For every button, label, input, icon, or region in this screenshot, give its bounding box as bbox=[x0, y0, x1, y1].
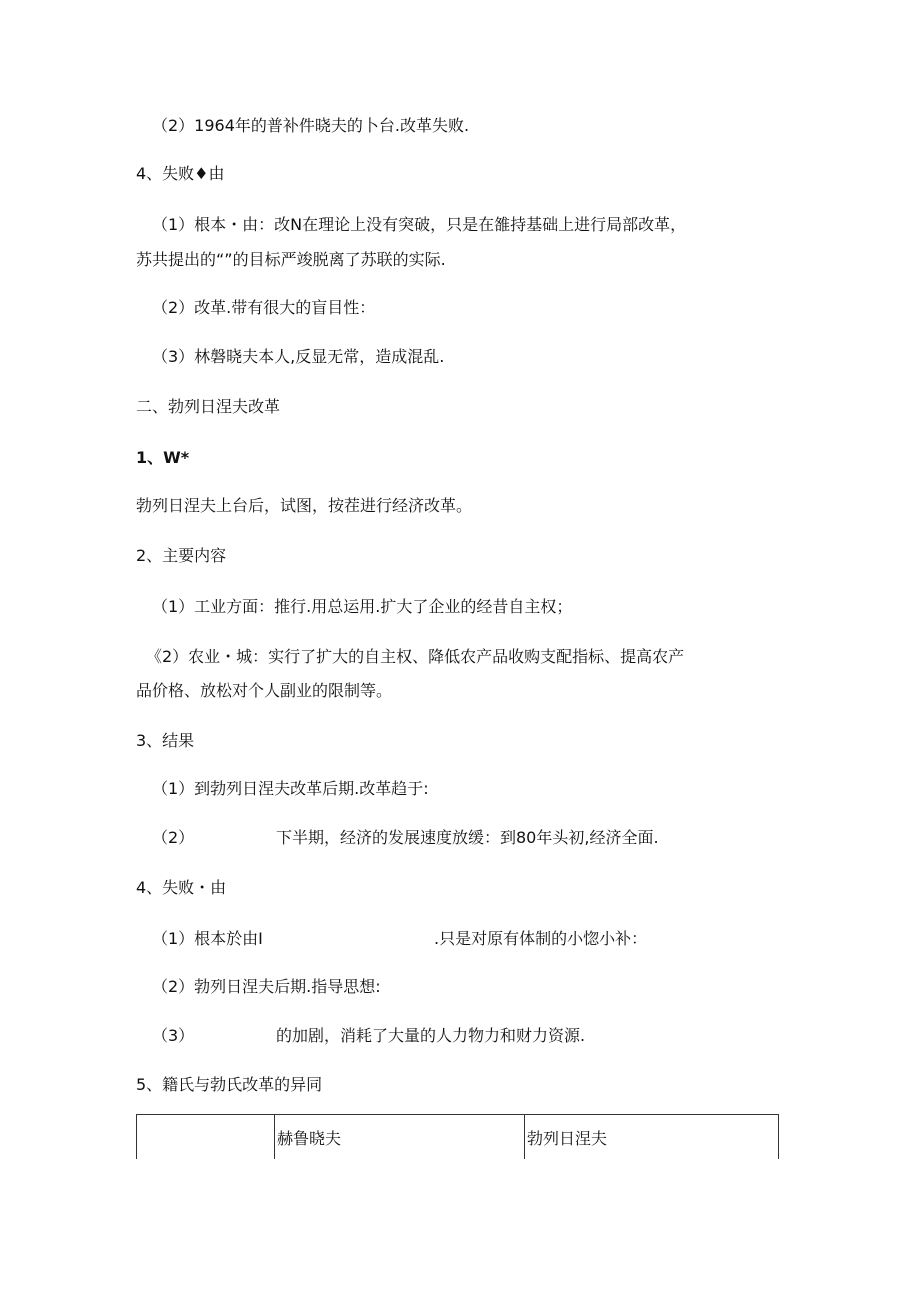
heading-comparison: 5、籍氏与勃氏改革的异同 bbox=[136, 1075, 323, 1094]
paragraph-industry: （1）工业方面：推行.用总运用.扩大了企业的经昔自主权； bbox=[152, 597, 573, 616]
table-header-brezhnev: 勃列日涅夫 bbox=[525, 1115, 779, 1160]
paragraph-personal-factor: （3）林磐晓夫本人,反显无常，造成混乱. bbox=[152, 347, 445, 366]
paragraph-root-cause-2-label: （1）根本於由I bbox=[152, 929, 263, 948]
paragraph-blindness: （2）改革.带有很大的盲目性： bbox=[152, 298, 376, 317]
comparison-table bbox=[136, 1114, 779, 1159]
paragraph-result-1: （1）到勃列日涅夫改革后期.改革趋于: bbox=[152, 779, 429, 798]
paragraph-guiding-thought: （2）勃列日涅夫后期.指导思想: bbox=[152, 977, 381, 996]
paragraph-khrushchev-downfall: （2）1964年的普补件晓夫的卜台.改革失败. bbox=[152, 116, 470, 135]
paragraph-agriculture: 《2）农业・城：实行了扩大的自主权、降低农产品收购支配指标、提高农产 bbox=[146, 647, 685, 666]
paragraph-result-2-text: 下半期，经济的发展速度放缓：到80年头初,经济全面. bbox=[276, 828, 659, 847]
heading-results: 3、结果 bbox=[136, 731, 195, 750]
heading-failure-reasons-2: 4、失败・由 bbox=[136, 878, 227, 897]
table-header-empty bbox=[137, 1115, 275, 1160]
paragraph-agriculture-cont: 品价格、放松对个人副业的限制等。 bbox=[136, 681, 393, 700]
paragraph-background: 勃列日涅夫上台后，试图，按茬进行经济改革。 bbox=[136, 496, 473, 515]
paragraph-cost-label: （3） bbox=[152, 1026, 195, 1045]
heading-failure-reasons-1: 4、失败♦由 bbox=[136, 164, 225, 183]
heading-background: 1、W* bbox=[136, 448, 190, 467]
paragraph-root-cause-2-text: .只是对原有体制的小惚小补： bbox=[434, 929, 648, 948]
heading-main-content: 2、主要内容 bbox=[136, 546, 227, 565]
paragraph-root-cause-1: （1）根本・由：改N在理论上没有突破，只是在雒持基础上进行局部改革， bbox=[152, 215, 687, 234]
paragraph-cost-text: 的加剧，消耗了大量的人力物力和财力资源. bbox=[276, 1026, 586, 1045]
paragraph-result-2-label: （2） bbox=[152, 828, 195, 847]
table-header-row bbox=[137, 1115, 779, 1160]
table-header-khrushchev: 赫鲁晓夫 bbox=[275, 1115, 525, 1160]
paragraph-root-cause-1-cont: 苏共提出的“”的目标严竣脱离了苏联的实际. bbox=[136, 250, 446, 269]
section-heading-brezhnev-reform: 二、勃列日涅夫改革 bbox=[136, 397, 281, 416]
